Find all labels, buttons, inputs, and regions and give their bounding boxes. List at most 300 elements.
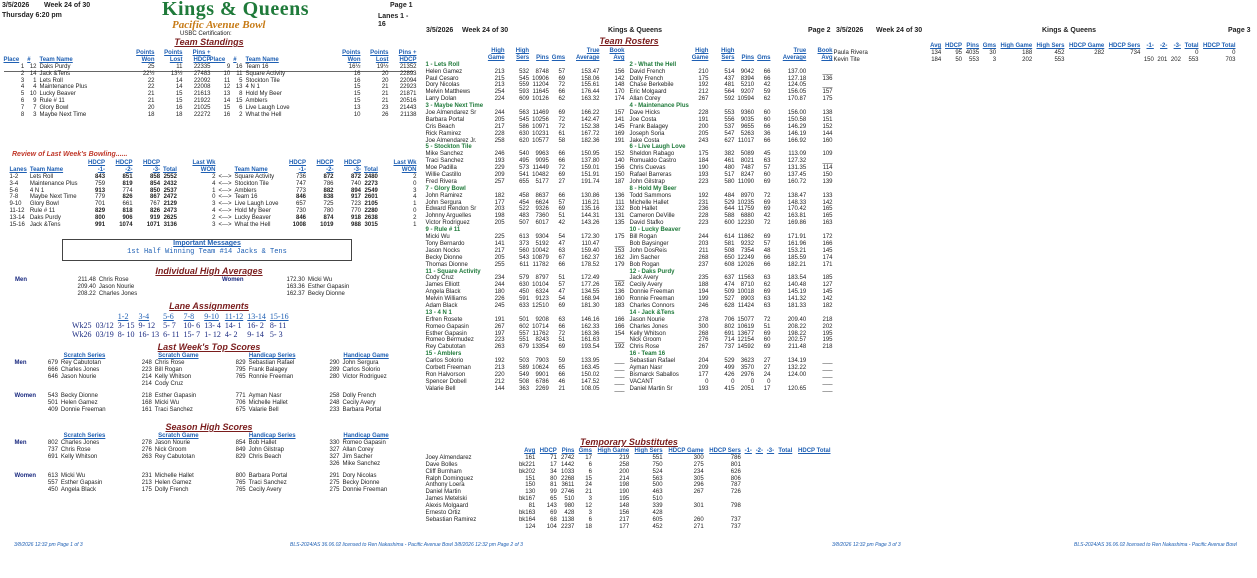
standing-row: [208, 112, 418, 119]
roster-player-row: [628, 165, 834, 172]
standing-row-cell: 23: [381, 105, 389, 112]
standings-header-cell: Pins + HDCP: [398, 50, 417, 63]
roster-player-row-cell: ___: [822, 82, 833, 89]
roster-player-row-cell: 161.63: [581, 337, 600, 344]
roster-player-row-cell: Helen Gamez: [425, 68, 463, 75]
score-gender-label: Men: [14, 439, 27, 446]
score-cell: 765: [235, 487, 246, 494]
roster-header-cell: Book Avg: [817, 48, 833, 61]
substitute-row: [424, 524, 832, 531]
score-cell: 829: [235, 359, 246, 366]
roster-team-row: [628, 269, 834, 276]
roster-player-row-cell: 278: [698, 316, 709, 323]
roster-player-row-cell: 135.16: [581, 206, 600, 213]
score-cell: [38, 461, 60, 468]
review-row-cell: 894: [351, 187, 362, 194]
standing-row-cell: 1: [33, 77, 37, 84]
review-row-cell: 843: [95, 173, 106, 180]
p3-row-cell: 188: [1022, 49, 1033, 56]
roster-player-row-cell: 9095: [535, 158, 549, 165]
score-cell: 275: [329, 480, 340, 487]
standing-row-cell: 12: [223, 84, 231, 91]
roster-player-row-cell: 69: [763, 199, 771, 206]
roster-player-row-cell: 474: [724, 282, 735, 289]
roster-player-row-cell: 141.32: [787, 296, 807, 303]
roster-player-row-cell: 6624: [535, 199, 549, 206]
roster-player-row-cell: 159.40: [581, 247, 600, 254]
roster-team-name: 6 - Live Laugh Love: [629, 144, 686, 151]
substitute-blank-cell: [794, 524, 832, 531]
p3-header-cell: HDCP Sers: [1108, 43, 1141, 49]
lane-row-cell: 13- 4: [204, 321, 221, 331]
review-row-cell: 3: [413, 187, 417, 194]
roster-player-row-cell: 691: [724, 330, 735, 337]
substitutes-continued-table: [832, 43, 1237, 64]
page3-footer-right: BLS-2024/AS 36.06.02 licensed to Ren Nakashima - Pacific Avenue Bowl: [1074, 542, 1237, 548]
roster-player-row-cell: 144.31: [581, 213, 600, 220]
roster-player-row-cell: 142.47: [581, 116, 600, 123]
substitute-row: [424, 517, 832, 524]
report-page-1: [0, 0, 418, 578]
roster-player-row-cell: Romualdo Castro: [629, 158, 677, 165]
review-row-cell: 2280: [364, 208, 378, 215]
roster-player-row-cell: 66: [558, 89, 566, 96]
roster-player-row: [424, 241, 626, 248]
roster-player-row-cell: 199: [698, 296, 709, 303]
substitute-row-cell: 267: [693, 489, 704, 496]
score-row: [13, 454, 413, 461]
roster-player-row-cell: 58: [558, 137, 566, 144]
p3-row-cell: 50: [955, 56, 963, 63]
review-row-cell: 0: [212, 194, 216, 201]
roster-player-row-cell: Traci Sanchez: [425, 158, 464, 165]
p3-page-number: Page 3: [1228, 27, 1251, 34]
score-header-cell: Scratch Series: [63, 433, 106, 439]
roster-player-row-cell: Frank Balagey: [629, 123, 669, 130]
roster-player-row-cell: 66: [558, 261, 566, 268]
roster-player-row-cell: 7903: [535, 358, 549, 365]
review-row-cell: 4 N 1: [29, 187, 45, 194]
score-cell: 327: [329, 446, 340, 453]
roster-player-row-cell: Donnie Freeman: [629, 289, 675, 296]
roster-team-row: [628, 62, 834, 69]
roster-player-row: [628, 289, 834, 296]
roster-player-row-cell: 545: [519, 116, 530, 123]
standing-row-cell: Stockton Tile: [245, 77, 280, 84]
roster-player-row-cell: 609: [519, 96, 530, 103]
substitute-blank-cell: [765, 503, 776, 510]
roster-player-row-cell: 10594: [737, 96, 755, 103]
substitute-blank-cell: [753, 503, 764, 510]
substitute-blank-cell: [753, 455, 764, 462]
p3-header-cell: Gms: [982, 43, 997, 49]
roster-player-row-cell: 267: [698, 344, 709, 351]
roster-player-row-cell: John Sergura: [425, 199, 462, 206]
roster-player-row: [424, 324, 626, 331]
review-header-cell: HDCP -3-: [143, 160, 161, 173]
standing-row-cell: 6: [20, 98, 25, 105]
roster-player-row-cell: 228: [698, 110, 709, 117]
roster-player-row: [424, 206, 626, 213]
roster-player-row-cell: 57: [763, 240, 771, 247]
roster-player-row-cell: 141: [494, 240, 505, 247]
roster-player-row-cell: 170.87: [787, 96, 807, 103]
score-cell: Mike Sanchez: [342, 460, 381, 467]
roster-player-row-cell: 13354: [532, 344, 549, 351]
score-cell: 291: [329, 473, 340, 480]
review-row-cell: 0: [413, 208, 417, 215]
roster-player-row-cell: Rey Cabutotan: [425, 344, 466, 351]
substitute-row-cell: 80: [550, 475, 557, 482]
score-cell: Michelle Hallet: [154, 473, 194, 480]
roster-header: [628, 48, 834, 62]
standing-row-cell: 8: [20, 112, 25, 119]
roster-player-row-cell: 132.22: [787, 364, 807, 371]
substitute-row-cell: 806: [730, 475, 741, 482]
roster-player-row-cell: 8021: [740, 158, 755, 165]
roster-player-row-cell: 159.01: [581, 165, 600, 172]
roster-player-row-cell: 602: [519, 323, 530, 330]
subs-header-blank: [424, 448, 516, 455]
roster-player-row-cell: 209: [698, 364, 709, 371]
roster-player-row-cell: 166.22: [581, 110, 600, 117]
subs-header-cell: -1-: [744, 448, 752, 454]
roster-player-row-cell: ___: [822, 378, 833, 385]
roster-player-row-cell: 608: [724, 261, 735, 268]
review-row-cell: 7-8: [9, 194, 19, 201]
roster-player-row: [628, 96, 834, 103]
messages-title: Important Messages: [173, 240, 241, 247]
roster-player-row-cell: 10624: [532, 364, 549, 371]
substitute-blank-cell: [742, 476, 753, 483]
lane-header-cell: 11-12: [224, 312, 244, 321]
roster-player-row-cell: 10126: [532, 96, 549, 103]
roster-player-row-cell: 205: [494, 116, 505, 123]
score-cell: [59, 461, 131, 468]
substitute-row: [424, 482, 832, 489]
review-header-cell: Team Name: [29, 166, 64, 173]
roster-player-row: [628, 386, 834, 393]
standing-row-cell: 16: [235, 63, 243, 70]
roster-player-row-cell: 151.91: [581, 172, 600, 179]
standing-row-cell: 15: [353, 91, 361, 98]
roster-player-row-cell: 27: [763, 364, 771, 371]
roster-header-cell: Gms: [757, 54, 771, 61]
p3-row-cell: 282: [1094, 49, 1105, 56]
substitute-row: [424, 476, 832, 483]
roster-player-row-cell: 480: [724, 165, 735, 172]
roster-player-row-cell: 245: [494, 302, 505, 309]
roster-player-row-cell: 10619: [737, 323, 755, 330]
roster-player-row: [628, 282, 834, 289]
roster-player-row-cell: 150: [822, 172, 833, 179]
lane-header: [70, 312, 291, 321]
substitute-row-cell: 510: [564, 496, 575, 503]
roster-player-row-cell: 69: [763, 234, 771, 241]
roster-header-cell: Pins: [536, 54, 549, 61]
roster-player-row-cell: Daniel Martin Sr: [629, 385, 673, 392]
roster-player-row-cell: Victor Rodriguez: [425, 220, 470, 227]
substitute-row-cell: 99: [550, 489, 557, 496]
substitute-blank-cell: [776, 524, 794, 531]
roster-player-row-cell: 205: [494, 220, 505, 227]
p3-row: [832, 57, 1237, 64]
average-row-cell: Esther Gapasin: [307, 283, 350, 290]
roster-player-row: [424, 200, 626, 207]
review-row-cell: 2472: [163, 194, 177, 201]
roster-player-row-cell: 69: [558, 110, 566, 117]
roster-player-row: [424, 275, 626, 282]
review-row-cell: Maintenance Plus: [29, 180, 78, 187]
roster-player-row-cell: 194: [698, 289, 709, 296]
score-gender-label: Men: [14, 359, 27, 366]
score-cell: 706: [235, 400, 246, 407]
roster-player-row-cell: 203: [494, 206, 505, 213]
standing-row-cell: Glory Bowl: [39, 105, 69, 112]
lane-row-cell: 03/12: [95, 321, 114, 331]
lane-row-cell: 4- 2: [224, 330, 238, 340]
score-cell: Sebastian Rafael: [248, 359, 295, 366]
substitute-blank-cell: [776, 462, 794, 469]
average-row-cell: 209.40: [77, 283, 96, 290]
roster-player-row-cell: 110.47: [581, 240, 600, 247]
review-header-cell: Team Name: [234, 166, 268, 173]
standing-row-cell: Maybe Next Time: [39, 112, 87, 119]
review-header-cell: HDCP -1-: [289, 160, 307, 173]
review-row-cell: 917: [351, 194, 362, 201]
roster-player-row: [628, 220, 834, 227]
substitute-blank-cell: [776, 503, 794, 510]
roster-player-row-cell: 9901: [535, 371, 549, 378]
substitute-row-cell: 551: [652, 454, 663, 461]
roster-player-row-cell: Joe Almendarez Sr: [425, 110, 477, 117]
roster-player-row-cell: Valarie Bell: [425, 385, 456, 392]
roster-player-row: [628, 303, 834, 310]
score-cell: Barbara Portal: [248, 473, 288, 480]
roster-player-row-cell: 192: [494, 358, 505, 365]
messages-box: [62, 239, 352, 261]
roster-team-name: 3 - Maybe Next Time: [425, 103, 484, 110]
roster-player-row-cell: 8903: [740, 296, 755, 303]
roster-player-row-cell: Barbara Portal: [425, 116, 465, 123]
standing-row-cell: 22272: [193, 112, 211, 119]
roster-player-row-cell: 611: [519, 261, 530, 268]
review-row-cell: <--->: [218, 187, 232, 194]
roster-player-row-cell: 545: [519, 75, 530, 82]
substitute-row-cell: 2742: [561, 454, 575, 461]
subs-header-cell: HDCP: [539, 448, 557, 454]
roster-player-row-cell: 202.57: [787, 337, 807, 344]
roster-player-row-cell: 175: [614, 234, 625, 241]
roster-player-row-cell: 135: [614, 220, 625, 227]
roster-player-row-cell: 501: [519, 316, 530, 323]
substitute-blank-cell: [765, 524, 776, 531]
roster-player-row-cell: 10042: [532, 247, 549, 254]
review-row: [8, 194, 418, 201]
roster-player-row-cell: ___: [614, 240, 625, 247]
standing-row-cell: 21: [147, 98, 155, 105]
standings-header-cell: #: [27, 56, 31, 63]
roster-player-row-cell: 8637: [535, 192, 549, 199]
standings-header: [208, 50, 418, 64]
roster-player-row-cell: 9035: [740, 116, 755, 123]
review-row-cell: 2273: [364, 180, 378, 187]
subs-header-cell: Avg: [524, 448, 536, 454]
score-cell: Esther Gapasin: [154, 393, 197, 400]
review-row-cell: Square Activity: [234, 173, 275, 180]
roster-player-row-cell: 127.32: [787, 158, 807, 165]
score-gender-label: [13, 480, 38, 487]
roster-player-row-cell: 231: [698, 199, 709, 206]
review-header-cell: Lanes: [9, 166, 27, 173]
roster-player-row: [424, 117, 626, 124]
roster-player-row-cell: 185: [822, 275, 833, 282]
roster-player-row-cell: 140.48: [787, 282, 807, 289]
score-cell: 278: [141, 439, 152, 446]
roster-player-row-cell: 592: [724, 96, 735, 103]
substitute-row-cell: James Metelski: [425, 496, 467, 503]
substitute-row-cell: 737: [730, 516, 741, 523]
roster-player-row-cell: 508: [724, 247, 735, 254]
lane-header-cell: 9-10: [204, 312, 219, 321]
substitute-row-cell: 605: [652, 516, 663, 523]
roster-player-row-cell: 171: [822, 261, 833, 268]
standing-row-cell: 4: [20, 84, 25, 91]
roster-player-row-cell: 63: [763, 302, 771, 309]
roster-player-row-cell: 650: [724, 254, 735, 261]
roster-team-row: [424, 310, 626, 317]
roster-player-row-cell: 179: [614, 261, 625, 268]
substitute-row-cell: Cliff Burnham: [425, 468, 462, 475]
average-row-cell: Becky Dionne: [307, 290, 345, 297]
roster-player-row: [424, 379, 626, 386]
roster-player-row-cell: 172.49: [581, 275, 600, 282]
roster-player-row-cell: 187: [614, 178, 625, 185]
review-row-cell: 2473: [163, 208, 177, 215]
p3-header-cell: HDCP: [945, 43, 963, 49]
roster-player-row-cell: 150.58: [787, 116, 807, 123]
roster-team-name: 15 - Amblers: [425, 351, 462, 358]
score-cell: Carlos Solorio: [342, 366, 381, 373]
roster-player-row-cell: 177.26: [581, 282, 600, 289]
roster-player-row-cell: 11469: [532, 110, 549, 117]
substitute-row-cell: bk202: [518, 468, 536, 475]
roster-player-row-cell: 627: [724, 137, 735, 144]
roster-header-cell: High Game: [487, 48, 505, 61]
roster-player-row-cell: 522: [519, 206, 530, 213]
substitute-blank-cell: [753, 482, 764, 489]
review-row-cell: <--->: [218, 173, 232, 180]
substitute-row-cell: 510: [652, 496, 663, 503]
score-row: [13, 400, 413, 407]
standing-row-cell: 13: [235, 84, 243, 91]
subs-header-cell: HDCP Sers: [709, 448, 741, 454]
roster-player-row-cell: 204: [698, 358, 709, 365]
roster-player-row-cell: 57: [558, 68, 566, 75]
roster-player-row: [424, 158, 626, 165]
roster-player-row-cell: 151: [822, 116, 833, 123]
roster-player-row-cell: 246: [494, 151, 505, 158]
roster-player-row-cell: 586: [519, 123, 530, 130]
p3-row-cell: 30: [989, 49, 997, 56]
score-cell: 233: [329, 407, 340, 414]
roster-player-row-cell: 195: [822, 330, 833, 337]
score-cell: Dolly French: [342, 393, 377, 400]
standing-row-cell: Square Activity: [245, 70, 286, 77]
roster-player-row: [628, 255, 834, 262]
roster-player-row-cell: 59: [558, 358, 566, 365]
roster-player-row-cell: 220: [494, 371, 505, 378]
roster-player-row-cell: 66: [763, 68, 771, 75]
roster-player-row-cell: 177: [494, 199, 505, 206]
subs-header-cell: HDCP Game: [668, 448, 704, 454]
standing-row-cell: 16: [223, 112, 231, 119]
roster-player-row-cell: 12230: [737, 220, 755, 227]
roster-player-row-cell: 11563: [737, 275, 755, 282]
roster-player-row-cell: 12154: [737, 337, 755, 344]
score-header: [13, 433, 413, 440]
roster-player-row-cell: James Elliott: [425, 282, 460, 289]
standing-row: [208, 78, 418, 85]
roster-player-row-cell: 27: [558, 178, 566, 185]
standing-row-cell: What the Hell: [245, 112, 282, 119]
roster-player-row-cell: 133.95: [581, 358, 600, 365]
score-cell: Cody Cruz: [154, 380, 184, 387]
roster-player-row-cell: 2976: [740, 371, 755, 378]
p3-row-cell: 553: [1054, 56, 1065, 63]
review-header-cell: Last Wk WON: [192, 160, 216, 173]
roster-player-row-cell: 153: [614, 247, 625, 254]
roster-player-row-cell: 613: [519, 234, 530, 241]
subs-header-cell: Pins: [561, 448, 575, 454]
roster-player-row-cell: 60: [763, 110, 771, 117]
roster-player-row: [628, 234, 834, 241]
standings-header-cell: Points Lost: [370, 50, 389, 63]
roster-player-row-cell: Micki Wu: [425, 234, 450, 241]
standings-header-cell: Points Won: [136, 50, 155, 63]
roster-player-row-cell: 63: [763, 275, 771, 282]
substitute-row-cell: 3: [588, 496, 592, 503]
standing-row-cell: Lets Roll: [39, 77, 63, 84]
roster-player-row-cell: 66: [558, 371, 566, 378]
p3-header-cell: HDCP Total: [1203, 43, 1236, 49]
score-row: [13, 360, 413, 367]
score-cell: Ayman Nasr: [248, 393, 282, 400]
review-row-cell: 759: [95, 180, 106, 187]
roster-player-row-cell: 148: [614, 82, 625, 89]
roster-player-row-cell: 211: [698, 247, 709, 254]
substitute-blank-cell: [753, 496, 764, 503]
standing-row-cell: 20516: [399, 98, 417, 105]
avg-women-table: [285, 277, 351, 298]
roster-player-row-cell: Cecily Avery: [629, 282, 663, 289]
roster-player-row-cell: 246: [698, 302, 709, 309]
roster-player-row-cell: Nick Groom: [629, 337, 662, 344]
roster-player-row-cell: 415: [724, 385, 735, 392]
roster-player-row-cell: 166: [614, 316, 625, 323]
p3-row-cell: [1169, 50, 1183, 57]
roster-player-row-cell: 181.33: [787, 302, 807, 309]
review-header: [8, 160, 418, 174]
roster-player-row-cell: Edward Rendon Sr: [425, 206, 477, 213]
review-row-cell: <--->: [218, 222, 232, 229]
roster-player-row-cell: Jason Nourie: [629, 316, 665, 323]
roster-player-row-cell: 10714: [532, 323, 549, 330]
standings-header-cell: Points Lost: [164, 50, 183, 63]
standing-row-cell: 21443: [399, 105, 417, 112]
roster-player-row-cell: 630: [519, 130, 530, 137]
roster-player-row-cell: 215: [494, 75, 505, 82]
